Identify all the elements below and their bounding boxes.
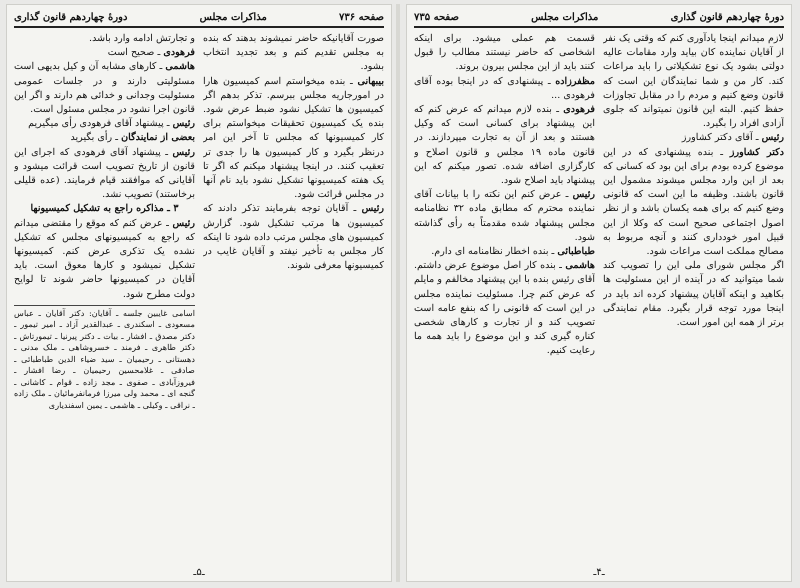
paragraph-text: اگر مجلس شورای ملی این را تصویب کند شما میتوانید که در آینده از این مسئولیت ها بکاهید و اینکه آقایان پیشنهاد کرده اند باید در اینجا مورد توجه قرار بگیرد. مقام نمایندگی برتر از همه این امور است. [603,260,784,329]
page-736 [6,4,392,582]
speaker-name: طباطبائی [557,246,595,258]
page-number-label: صفحه ۷۳۶ [339,11,384,23]
speaker-name: رئیس [172,217,195,229]
speech-paragraph: رئیس ـ پیشنهاد آقای فرهودی که اجرای این قانون از تاریخ تصویب است قرائت میشود و آقایانی که موافقند قیام فرمایند. (عده قلیلی برخاستند) تصویب نشد. [14,146,195,201]
text-paragraph [203,32,384,75]
paragraph-text: و تجارتش ادامه وارد باشد. [89,33,195,44]
speaker-name: فرهودی [563,104,595,116]
page-header [414,10,784,24]
book-gutter [396,4,400,582]
text-paragraph [14,32,195,46]
speech-paragraph: طباطبائی ـ بنده اخطار نظامنامه ای دارم. [431,246,595,258]
header-session: دورهٔ چهاردهم قانون گذاری [14,11,128,23]
folio: ـ۴ـ [593,567,605,578]
text-paragraph [414,32,595,75]
speaker-name: رئیس [572,189,595,201]
paragraph-text: عرض کنم این نکته را با بیانات آقای نماینده محترم که مطابق ماده ۳۲ نظامنامه مجلس پیشنهاد شده مقدمتاً به رأی گذاشته شود. [414,189,595,243]
speech-paragraph: فرهودی ـ صحیح است [107,47,195,59]
text-paragraph [603,32,784,131]
column-right [603,32,784,560]
speaker-name: دکتر کشاورز [729,146,784,158]
speech-paragraph: رئیس ـ آقایان توجه بفرمایند تذکر دادند که کمیسیون ها مرتب تشکیل شود. گزارش کمیسیون های مجلس مرتب داده شود تا اینکه کار مجلس به تأخیر نیفتد و آقایان غایب در کمیسیونها معرفی شوند. [203,203,384,272]
paragraph-text: بنده اخطار نظامنامه ای دارم. [431,246,549,258]
header-rule [14,26,384,28]
paragraph-text: رأی بگیرید [70,132,113,144]
speech-paragraph: هاشمی ـ کارهای مشابه آن و کیل بدیهی است مسئولیتی دارند و در جلسات عمومی مسئولیت وجدانی و خدائی هم دارند و اگر این قانون اجرا نشود در مجلس مسئول است. [14,61,195,116]
header-title: مذاکرات مجلس [531,11,599,23]
paragraph-text: قسمت هم عملی میشود. برای اینکه اشخاصی که حاضر نیستند مطالب را قبول کنند باید از این مجلس بیرون بروند. [414,33,595,73]
speech-paragraph: دکتر کشاورز ـ بنده پیشنهادی که در این موضوع کرده بودم برای این بود که کسانی که بعد از این وارد مجلس میشوند مشمول این قانون باشند. وظیفه ما این است که قانونی وضع کنیم که برای همه یکسان باشد و از نظر اصول اجتماعی صحیح است که وکلا از این قبیل امور خودداری کنند و آنچه مربوط به مصالح مملکت است مراعات شود. [603,146,784,258]
page-number-label: صفحه ۷۳۵ [414,11,459,23]
text-columns [14,32,384,560]
speech-paragraph: مظفرزاده ـ پیشنهادی که در اینجا بوده آقای فرهودی ... [414,75,595,101]
speech-paragraph: رئیس ـ عرض کنم این نکته را با بیانات آقای نماینده محترم که مطابق ماده ۳۲ نظامنامه مجلس پیشنهاد شده مقدمتاً به رأی گذاشته شود. [414,189,595,243]
paragraph-text: بنده کار اصل موضوع عرض داشتم. آقای رئیس بنده با این پیشنهاد مخالفم و مایلم که عرض کنم چرا. مسئولیت نماینده مجلس در این است که قانونی را که بنفع عامه است تصویب کند و از تجارت و کارهای شخصی کناره گیری کند و این موضوع را باید همه ما رعایت کنیم. [414,260,595,357]
header-title: مذاکرات مجلس [199,11,267,23]
column-right [203,32,384,560]
page-735 [406,4,792,582]
speaker-name: هاشمی [565,260,595,272]
paragraph-text: لازم میدانم اینجا یادآوری کنم که وقتی یک نفر از آقایان نماینده کان بیاید وارد مقامات عالیه دولتی بشود یک نوع تشکیلاتی را باید مراعات کند. کار من و شما نمایندگان این است که قانون وضع کنیم و مردم را در مقابل تجاوزات حفظ کنیم. البته این قانون نمیتواند که جلوی آزادی افراد را بگیرد. [603,33,784,130]
speaker-name: بیبهانی [357,75,384,87]
paragraph-text: صحیح است [107,47,155,59]
speech-paragraph: رئیس ـ پیشنهاد آقای فرهودی رأی میگیریم [28,118,195,130]
paragraph-text: عرض کنم که موقع را مقتضی میدانم که راجع به کمیسیونهای مجلس که تشکیل نشده یک تذکری عرض کنم. کمیسیونها تشکیل نمیشود و کارها معوق است. باید آقایان در کمیسیونها حاضر شوند تا لوایح دولت مطرح شود. [14,217,195,300]
paragraph-text: بنده لازم میدانم که عرض کنم که این پیشنهاد برای کسانی است که وکیل هستند و بعد از آن به تجارت میپردازند. در قانون ماده ۱۹ مجلس و قانون اصلاح و کارگزاری اضافه شده. تصور میکنم که این پیشنهاد باید اصلاح شود. [414,104,595,187]
text-columns [414,32,784,560]
speech-paragraph: هاشمی ـ بنده کار اصل موضوع عرض داشتم. آقای رئیس بنده با این پیشنهاد مخالفم و مایلم که عرض کنم چرا. مسئولیت نماینده مجلس در این است که قانونی را که بنفع عامه است تصویب کند و از تجارت و کارهای شخصی کناره گیری کند و این موضوع را باید همه ما رعایت کنیم. [414,260,595,357]
paragraph-text: بنده پیشنهادی که در این موضوع کرده بودم برای این بود که کسانی که بعد از این وارد مجلس میشوند مشمول این قانون باشند. وظیفه ما این است که قانونی وضع کنیم که برای همه یکسان باشد و از نظر اصول اجتماعی صحیح است که وکلا از این قبیل امور خودداری کنند و آنچه مربوط به مصالح مملکت است مراعات شود. [603,146,784,258]
header-session: دورهٔ چهاردهم قانون گذاری [670,11,784,23]
speech-paragraph: بیبهانی ـ بنده میخواستم اسم کمیسیون هارا در امورجاریه مجلس ببرسم. تذکر بدهم اگر کمیسیون ها تشکیل نشود ضبط عرض شود. بنده یک کمیسیون تحقیقات میخواستم برای کار کمیسیونها که مجلس تا آخر این امر درنظر بگیرد و کار کمیسیون ها را جدی تر تعقیب کنند. در اینجا پیشنهاد میکنم که اگر تا یک هفته کمیسیونها تشکیل نشود باید نام آنها در مجلس قرائت شود. [203,75,384,201]
speech-paragraph: بعضی از نمایندگان ـ رأی بگیرید [70,132,195,144]
column-left [14,32,195,560]
absentee-list: اسامی غایبین جلسه ـ آقایان: دکتر آقایان ـ عباس مسعودی ـ اسکندری ـ عبدالقدیر آزاد ـ امیر تیمور ـ دکتر مصدق ـ افشار ـ بیات ـ دکتر پیرنیا ـ تیمورتاش ـ دکتر طاهری ـ فرمند ـ خسروشاهی ـ ملک مدنی ـ دهستانی ـ رحیمیان ـ سید ضیاء الدین طباطبائی ـ صادقی ـ غلامحسین رحیمیان ـ رضا افشار ـ فیروزآبادی ـ صفوی ـ مجد زاده ـ قوام ـ کاشانی ـ گنجه ای ـ محمد ولی میرزا فرمانفرمائیان ـ ملک زاده ـ نراقی ـ وکیلی ـ هاشمی ـ یمین اسفندیاری [14,305,195,412]
page-header [14,10,384,24]
column-left [414,32,595,560]
paragraph-text: پیشنهاد آقای فرهودی رأی میگیریم [28,118,164,130]
speaker-name: بعضی از نمایندگان [121,132,195,144]
speaker-name: رئیس [172,118,195,130]
speaker-name: مظفرزاده [555,75,595,87]
paragraph-text: کارهای مشابه آن و کیل بدیهی است مسئولیتی دارند و در جلسات عمومی مسئولیت وجدانی و خدائی هم دارند و اگر این قانون اجرا نشود در مجلس مسئول است. [14,61,195,116]
section-heading: ۳ ـ مذاکره راجع به تشکیل کمیسیونها [30,203,179,215]
speaker-name: فرهودی [163,47,195,59]
speaker-name: رئیس [761,132,784,144]
paragraph-text: بنده میخواستم اسم کمیسیون هارا در امورجاریه مجلس ببرسم. تذکر بدهم اگر کمیسیون ها تشکیل نشود ضبط عرض شود. بنده یک کمیسیون تحقیقات میخواستم برای کار کمیسیونها که مجلس تا آخر این امر درنظر بگیرد و کار کمیسیون ها را جدی تر تعقیب کنند. در اینجا پیشنهاد میکنم که اگر تا یک هفته کمیسیونها تشکیل نشود باید نام آنها در مجلس قرائت شود. [203,75,384,201]
speech-paragraph: رئیس ـ آقای دکتر کشاورز [681,132,784,144]
speaker-name: رئیس [172,146,195,158]
paragraph-text: پیشنهادی که در اینجا بوده آقای فرهودی ... [414,75,595,101]
speech-paragraph: رئیس ـ عرض کنم که موقع را مقتضی میدانم که راجع به کمیسیونهای مجلس که تشکیل نشده یک تذکری عرض کنم. کمیسیونها تشکیل نمیشود و کارها معوق است. باید آقایان در کمیسیونها حاضر شوند تا لوایح دولت مطرح شود. [14,217,195,300]
speaker-name: رئیس [361,203,384,215]
paragraph-text: صورت آقایانیکه حاضر نمیشوند بدهند که بنده به مجلس تقدیم کنم و بعد تجدید انتخاب بشود. [203,33,384,73]
header-rule [414,26,784,28]
folio: ـ۵ـ [193,567,205,578]
paragraph-text: آقایان توجه بفرمایند تذکر دادند که کمیسیون ها مرتب تشکیل شود. گزارش کمیسیون های مجلس مرتب داده شود تا اینکه کار مجلس به تأخیر نیفتد و آقایان غایب در کمیسیونها معرفی شوند. [203,203,384,272]
paragraph-text: آقای دکتر کشاورز [681,132,753,144]
speaker-name: هاشمی [165,61,195,73]
text-paragraph [603,259,784,330]
speech-paragraph: فرهودی ـ بنده لازم میدانم که عرض کنم که این پیشنهاد برای کسانی است که وکیل هستند و بعد از آن به تجارت میپردازند. در قانون ماده ۱۹ مجلس و قانون اصلاح و کارگزاری اضافه شده. تصور میکنم که این پیشنهاد باید اصلاح شود. [414,104,595,187]
paragraph-text: پیشنهاد آقای فرهودی که اجرای این قانون از تاریخ تصویب است قرائت میشود و آقایانی که موافقند قیام فرمایند. (عده قلیلی برخاستند) تصویب نشد. [14,146,195,201]
